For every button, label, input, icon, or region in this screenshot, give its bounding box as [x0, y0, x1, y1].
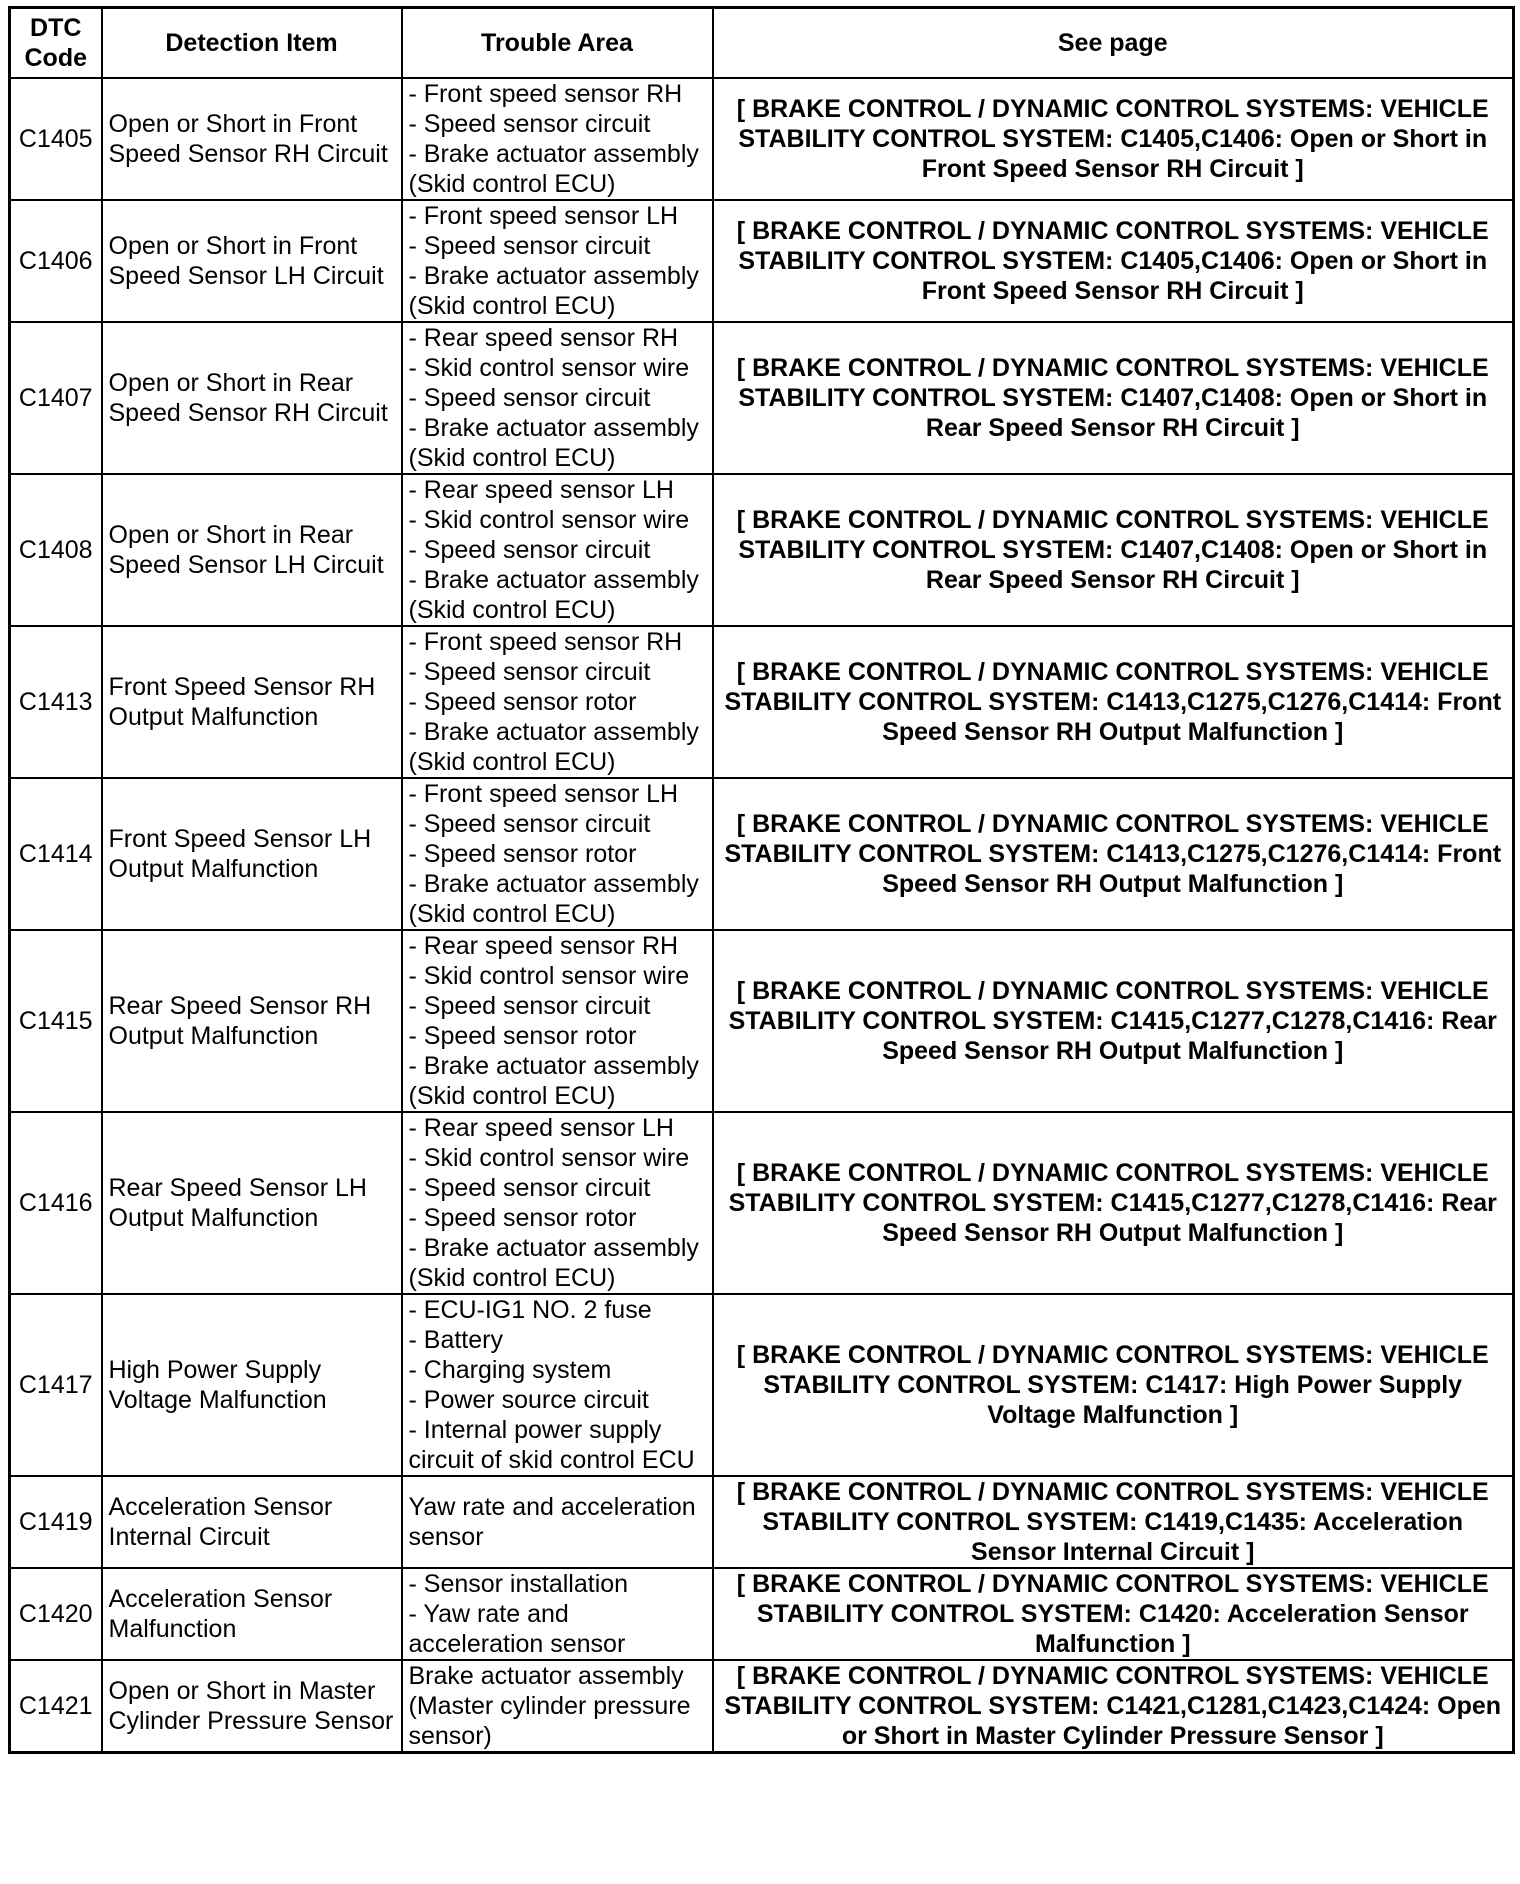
table-body: [10, 78, 1514, 1753]
detection-item-cell: [102, 1112, 402, 1294]
see-page-reference-line: Front Speed Sensor RH Circuit ]: [921, 155, 1304, 183]
table-row: [10, 322, 1514, 474]
see-page-reference-line: STABILITY CONTROL SYSTEM: C1405,C1406: Open or Short in: [738, 247, 1488, 275]
trouble-area-cell-line: - Skid control sensor wire: [408, 1144, 690, 1172]
trouble-area-cell: [402, 1476, 713, 1568]
see-page-reference: [713, 778, 1514, 930]
detection-item-cell-line: Speed Sensor LH Circuit: [108, 262, 384, 290]
trouble-area-cell: [402, 200, 713, 322]
trouble-area-cell-line: - Speed sensor rotor: [408, 688, 637, 716]
detection-item-cell: [102, 930, 402, 1112]
header-dtc-code-line: Code: [24, 44, 87, 72]
see-page-reference-line: Sensor Internal Circuit ]: [971, 1538, 1255, 1566]
trouble-area-cell-line: - Brake actuator assembly: [408, 566, 699, 594]
trouble-area-cell: [402, 1112, 713, 1294]
trouble-area-cell-line: (Master cylinder pressure: [408, 1692, 691, 1720]
detection-item-cell-line: Rear Speed Sensor LH: [108, 1174, 367, 1202]
trouble-area-cell: [402, 78, 713, 200]
see-page-reference-line: [ BRAKE CONTROL / DYNAMIC CONTROL SYSTEMS: VEHICLE: [736, 810, 1489, 838]
see-page-reference-line: STABILITY CONTROL SYSTEM: C1413,C1275,C1276,C1414: Front: [724, 688, 1502, 716]
see-page-reference: [713, 474, 1514, 626]
detection-item-cell: [102, 1568, 402, 1660]
detection-item-cell-line: High Power Supply: [108, 1356, 322, 1384]
trouble-area-cell-line: - Yaw rate and: [408, 1600, 569, 1628]
see-page-reference-line: [ BRAKE CONTROL / DYNAMIC CONTROL SYSTEMS: VEHICLE: [736, 1159, 1489, 1187]
trouble-area-cell-line: - Speed sensor rotor: [408, 1022, 637, 1050]
trouble-area-cell-line: - Brake actuator assembly: [408, 262, 699, 290]
trouble-area-cell-line: - Brake actuator assembly: [408, 718, 699, 746]
detection-item-cell-line: Voltage Malfunction: [108, 1386, 327, 1414]
detection-item-cell-line: Speed Sensor RH Circuit: [108, 140, 388, 168]
see-page-reference-line: Voltage Malfunction ]: [987, 1401, 1239, 1429]
table-row: [10, 626, 1514, 778]
see-page-reference: [713, 626, 1514, 778]
trouble-area-cell-line: - Skid control sensor wire: [408, 506, 690, 534]
detection-item-cell-line: Internal Circuit: [108, 1523, 270, 1551]
dtc-code-cell: C1416: [10, 1112, 102, 1294]
see-page-reference-line: [ BRAKE CONTROL / DYNAMIC CONTROL SYSTEMS: VEHICLE: [736, 1570, 1489, 1598]
dtc-table-container: [8, 6, 1515, 1754]
table-row: [10, 930, 1514, 1112]
see-page-reference-line: STABILITY CONTROL SYSTEM: C1407,C1408: Open or Short in: [738, 384, 1488, 412]
table-row: [10, 1476, 1514, 1568]
trouble-area-cell-line: - Front speed sensor LH: [408, 202, 679, 230]
trouble-area-cell-line: - Speed sensor rotor: [408, 1204, 637, 1232]
detection-item-cell-line: Output Malfunction: [108, 855, 319, 883]
trouble-area-cell-line: - Rear speed sensor RH: [408, 324, 679, 352]
see-page-reference: [713, 1660, 1514, 1753]
see-page-reference-line: Rear Speed Sensor RH Circuit ]: [925, 414, 1300, 442]
dtc-code-cell: C1413: [10, 626, 102, 778]
see-page-reference-line: STABILITY CONTROL SYSTEM: C1415,C1277,C1278,C1416: Rear: [728, 1189, 1497, 1217]
trouble-area-cell: [402, 1568, 713, 1660]
dtc-code-cell: C1417: [10, 1294, 102, 1476]
detection-item-cell: [102, 1476, 402, 1568]
trouble-area-cell-line: - Speed sensor circuit: [408, 658, 651, 686]
detection-item-cell: [102, 1294, 402, 1476]
dtc-code-cell: C1405: [10, 78, 102, 200]
detection-item-cell-line: Cylinder Pressure Sensor: [108, 1707, 394, 1735]
detection-item-cell-line: Acceleration Sensor: [108, 1585, 333, 1613]
header-dtc-code-line: DTC: [30, 14, 82, 42]
see-page-reference-line: [ BRAKE CONTROL / DYNAMIC CONTROL SYSTEMS: VEHICLE: [736, 95, 1489, 123]
detection-item-cell: [102, 474, 402, 626]
see-page-reference-line: Speed Sensor RH Output Malfunction ]: [882, 1037, 1344, 1065]
trouble-area-cell-line: - Rear speed sensor RH: [408, 932, 679, 960]
detection-item-cell: [102, 322, 402, 474]
trouble-area-cell-line: acceleration sensor: [408, 1630, 626, 1658]
detection-item-cell-line: Front Speed Sensor RH: [108, 673, 376, 701]
detection-item-cell-line: Acceleration Sensor: [108, 1493, 333, 1521]
trouble-area-cell-line: - Speed sensor circuit: [408, 110, 651, 138]
see-page-reference-line: [ BRAKE CONTROL / DYNAMIC CONTROL SYSTEMS: VEHICLE: [736, 1478, 1489, 1506]
see-page-reference-line: STABILITY CONTROL SYSTEM: C1415,C1277,C1278,C1416: Rear: [728, 1007, 1497, 1035]
trouble-area-cell-line: sensor): [408, 1722, 492, 1750]
see-page-reference: [713, 930, 1514, 1112]
dtc-code-cell: C1407: [10, 322, 102, 474]
trouble-area-cell-line: - Speed sensor circuit: [408, 810, 651, 838]
detection-item-cell-line: Output Malfunction: [108, 703, 319, 731]
trouble-area-cell-line: - Rear speed sensor LH: [408, 1114, 674, 1142]
trouble-area-cell-line: - Speed sensor circuit: [408, 992, 651, 1020]
see-page-reference: [713, 322, 1514, 474]
detection-item-cell-line: Speed Sensor RH Circuit: [108, 399, 388, 427]
trouble-area-cell: [402, 778, 713, 930]
detection-item-cell-line: Front Speed Sensor LH: [108, 825, 372, 853]
trouble-area-cell-line: (Skid control ECU): [408, 596, 616, 624]
header-see-page: See page: [713, 8, 1514, 79]
trouble-area-cell-line: - Skid control sensor wire: [408, 962, 690, 990]
trouble-area-cell-line: Brake actuator assembly: [408, 1662, 684, 1690]
header-row: [10, 8, 1514, 79]
table-row: [10, 1294, 1514, 1476]
trouble-area-cell: [402, 930, 713, 1112]
trouble-area-cell-line: - Front speed sensor RH: [408, 628, 683, 656]
trouble-area-cell-line: - Brake actuator assembly: [408, 1052, 699, 1080]
trouble-area-cell-line: (Skid control ECU): [408, 900, 616, 928]
table-row: [10, 78, 1514, 200]
detection-item-cell-line: Speed Sensor LH Circuit: [108, 551, 384, 579]
trouble-area-cell-line: - ECU-IG1 NO. 2 fuse: [408, 1296, 652, 1324]
trouble-area-cell-line: (Skid control ECU): [408, 444, 616, 472]
see-page-reference-line: STABILITY CONTROL SYSTEM: C1405,C1406: Open or Short in: [738, 125, 1488, 153]
trouble-area-cell-line: - Speed sensor circuit: [408, 384, 651, 412]
trouble-area-cell-line: - Brake actuator assembly: [408, 1234, 699, 1262]
table-row: [10, 1660, 1514, 1753]
see-page-reference: [713, 1112, 1514, 1294]
trouble-area-cell-line: - Brake actuator assembly: [408, 870, 699, 898]
see-page-reference-line: STABILITY CONTROL SYSTEM: C1413,C1275,C1276,C1414: Front: [724, 840, 1502, 868]
trouble-area-cell-line: - Internal power supply: [408, 1416, 662, 1444]
see-page-reference-line: [ BRAKE CONTROL / DYNAMIC CONTROL SYSTEMS: VEHICLE: [736, 354, 1489, 382]
trouble-area-cell-line: - Skid control sensor wire: [408, 354, 690, 382]
trouble-area-cell-line: - Charging system: [408, 1356, 612, 1384]
trouble-area-cell-line: - Front speed sensor LH: [408, 780, 679, 808]
see-page-reference-line: STABILITY CONTROL SYSTEM: C1420: Acceleration Sensor: [756, 1600, 1469, 1628]
trouble-area-cell-line: - Speed sensor rotor: [408, 840, 637, 868]
dtc-code-cell: C1415: [10, 930, 102, 1112]
see-page-reference-line: [ BRAKE CONTROL / DYNAMIC CONTROL SYSTEMS: VEHICLE: [736, 1662, 1489, 1690]
detection-item-cell-line: Open or Short in Rear: [108, 521, 354, 549]
trouble-area-cell: [402, 1294, 713, 1476]
see-page-reference: [713, 78, 1514, 200]
table-row: [10, 474, 1514, 626]
dtc-code-cell: C1414: [10, 778, 102, 930]
trouble-area-cell-line: (Skid control ECU): [408, 1264, 616, 1292]
see-page-reference: [713, 1568, 1514, 1660]
see-page-reference-line: [ BRAKE CONTROL / DYNAMIC CONTROL SYSTEMS: VEHICLE: [736, 1341, 1489, 1369]
detection-item-cell-line: Open or Short in Master: [108, 1677, 376, 1705]
trouble-area-cell-line: Yaw rate and acceleration: [408, 1493, 696, 1521]
see-page-reference-line: Speed Sensor RH Output Malfunction ]: [882, 1219, 1344, 1247]
detection-item-cell: [102, 778, 402, 930]
trouble-area-cell-line: - Brake actuator assembly: [408, 414, 699, 442]
trouble-area-cell: [402, 322, 713, 474]
trouble-area-cell-line: (Skid control ECU): [408, 748, 616, 776]
trouble-area-cell-line: - Front speed sensor RH: [408, 80, 683, 108]
detection-item-cell: [102, 200, 402, 322]
see-page-reference-line: Speed Sensor RH Output Malfunction ]: [882, 718, 1344, 746]
table-row: [10, 1568, 1514, 1660]
dtc-code-cell: C1408: [10, 474, 102, 626]
see-page-reference-line: STABILITY CONTROL SYSTEM: C1421,C1281,C1423,C1424: Open: [724, 1692, 1502, 1720]
see-page-reference-line: [ BRAKE CONTROL / DYNAMIC CONTROL SYSTEMS: VEHICLE: [736, 977, 1489, 1005]
see-page-reference-line: STABILITY CONTROL SYSTEM: C1417: High Power Supply: [763, 1371, 1463, 1399]
see-page-reference-line: [ BRAKE CONTROL / DYNAMIC CONTROL SYSTEMS: VEHICLE: [736, 506, 1489, 534]
detection-item-cell-line: Rear Speed Sensor RH: [108, 992, 372, 1020]
trouble-area-cell-line: - Speed sensor circuit: [408, 536, 651, 564]
trouble-area-cell: [402, 626, 713, 778]
detection-item-cell: [102, 626, 402, 778]
see-page-reference-line: Malfunction ]: [1034, 1630, 1191, 1658]
see-page-reference-line: Front Speed Sensor RH Circuit ]: [921, 277, 1304, 305]
header-dtc-code: [10, 8, 102, 79]
dtc-code-cell: C1419: [10, 1476, 102, 1568]
trouble-area-cell-line: (Skid control ECU): [408, 170, 616, 198]
see-page-reference-line: Speed Sensor RH Output Malfunction ]: [882, 870, 1344, 898]
see-page-reference-line: or Short in Master Cylinder Pressure Sensor ]: [841, 1722, 1384, 1750]
table-row: [10, 200, 1514, 322]
trouble-area-cell: [402, 1660, 713, 1753]
header-detection-item: Detection Item: [102, 8, 402, 79]
trouble-area-cell-line: - Brake actuator assembly: [408, 140, 699, 168]
trouble-area-cell-line: circuit of skid control ECU: [408, 1446, 695, 1474]
detection-item-cell-line: Output Malfunction: [108, 1204, 319, 1232]
table-row: [10, 778, 1514, 930]
dtc-table: [8, 6, 1515, 1754]
see-page-reference-line: [ BRAKE CONTROL / DYNAMIC CONTROL SYSTEMS: VEHICLE: [736, 217, 1489, 245]
dtc-code-cell: C1406: [10, 200, 102, 322]
trouble-area-cell-line: (Skid control ECU): [408, 292, 616, 320]
detection-item-cell: [102, 78, 402, 200]
trouble-area-cell-line: - Rear speed sensor LH: [408, 476, 674, 504]
header-trouble-area: Trouble Area: [402, 8, 713, 79]
dtc-code-cell: C1420: [10, 1568, 102, 1660]
see-page-reference-line: STABILITY CONTROL SYSTEM: C1419,C1435: Acceleration: [762, 1508, 1464, 1536]
trouble-area-cell-line: - Speed sensor circuit: [408, 1174, 651, 1202]
trouble-area-cell-line: - Sensor installation: [408, 1570, 629, 1598]
detection-item-cell-line: Open or Short in Rear: [108, 369, 354, 397]
see-page-reference: [713, 1294, 1514, 1476]
trouble-area-cell-line: - Battery: [408, 1326, 503, 1354]
table-row: [10, 1112, 1514, 1294]
detection-item-cell: [102, 1660, 402, 1753]
see-page-reference-line: Rear Speed Sensor RH Circuit ]: [925, 566, 1300, 594]
see-page-reference-line: [ BRAKE CONTROL / DYNAMIC CONTROL SYSTEMS: VEHICLE: [736, 658, 1489, 686]
trouble-area-cell: [402, 474, 713, 626]
trouble-area-cell-line: sensor: [408, 1523, 484, 1551]
detection-item-cell-line: Open or Short in Front: [108, 232, 358, 260]
detection-item-cell-line: Output Malfunction: [108, 1022, 319, 1050]
see-page-reference: [713, 200, 1514, 322]
see-page-reference: [713, 1476, 1514, 1568]
trouble-area-cell-line: - Power source circuit: [408, 1386, 649, 1414]
see-page-reference-line: STABILITY CONTROL SYSTEM: C1407,C1408: Open or Short in: [738, 536, 1488, 564]
trouble-area-cell-line: (Skid control ECU): [408, 1082, 616, 1110]
detection-item-cell-line: Malfunction: [108, 1615, 237, 1643]
detection-item-cell-line: Open or Short in Front: [108, 110, 358, 138]
trouble-area-cell-line: - Speed sensor circuit: [408, 232, 651, 260]
dtc-code-cell: C1421: [10, 1660, 102, 1753]
